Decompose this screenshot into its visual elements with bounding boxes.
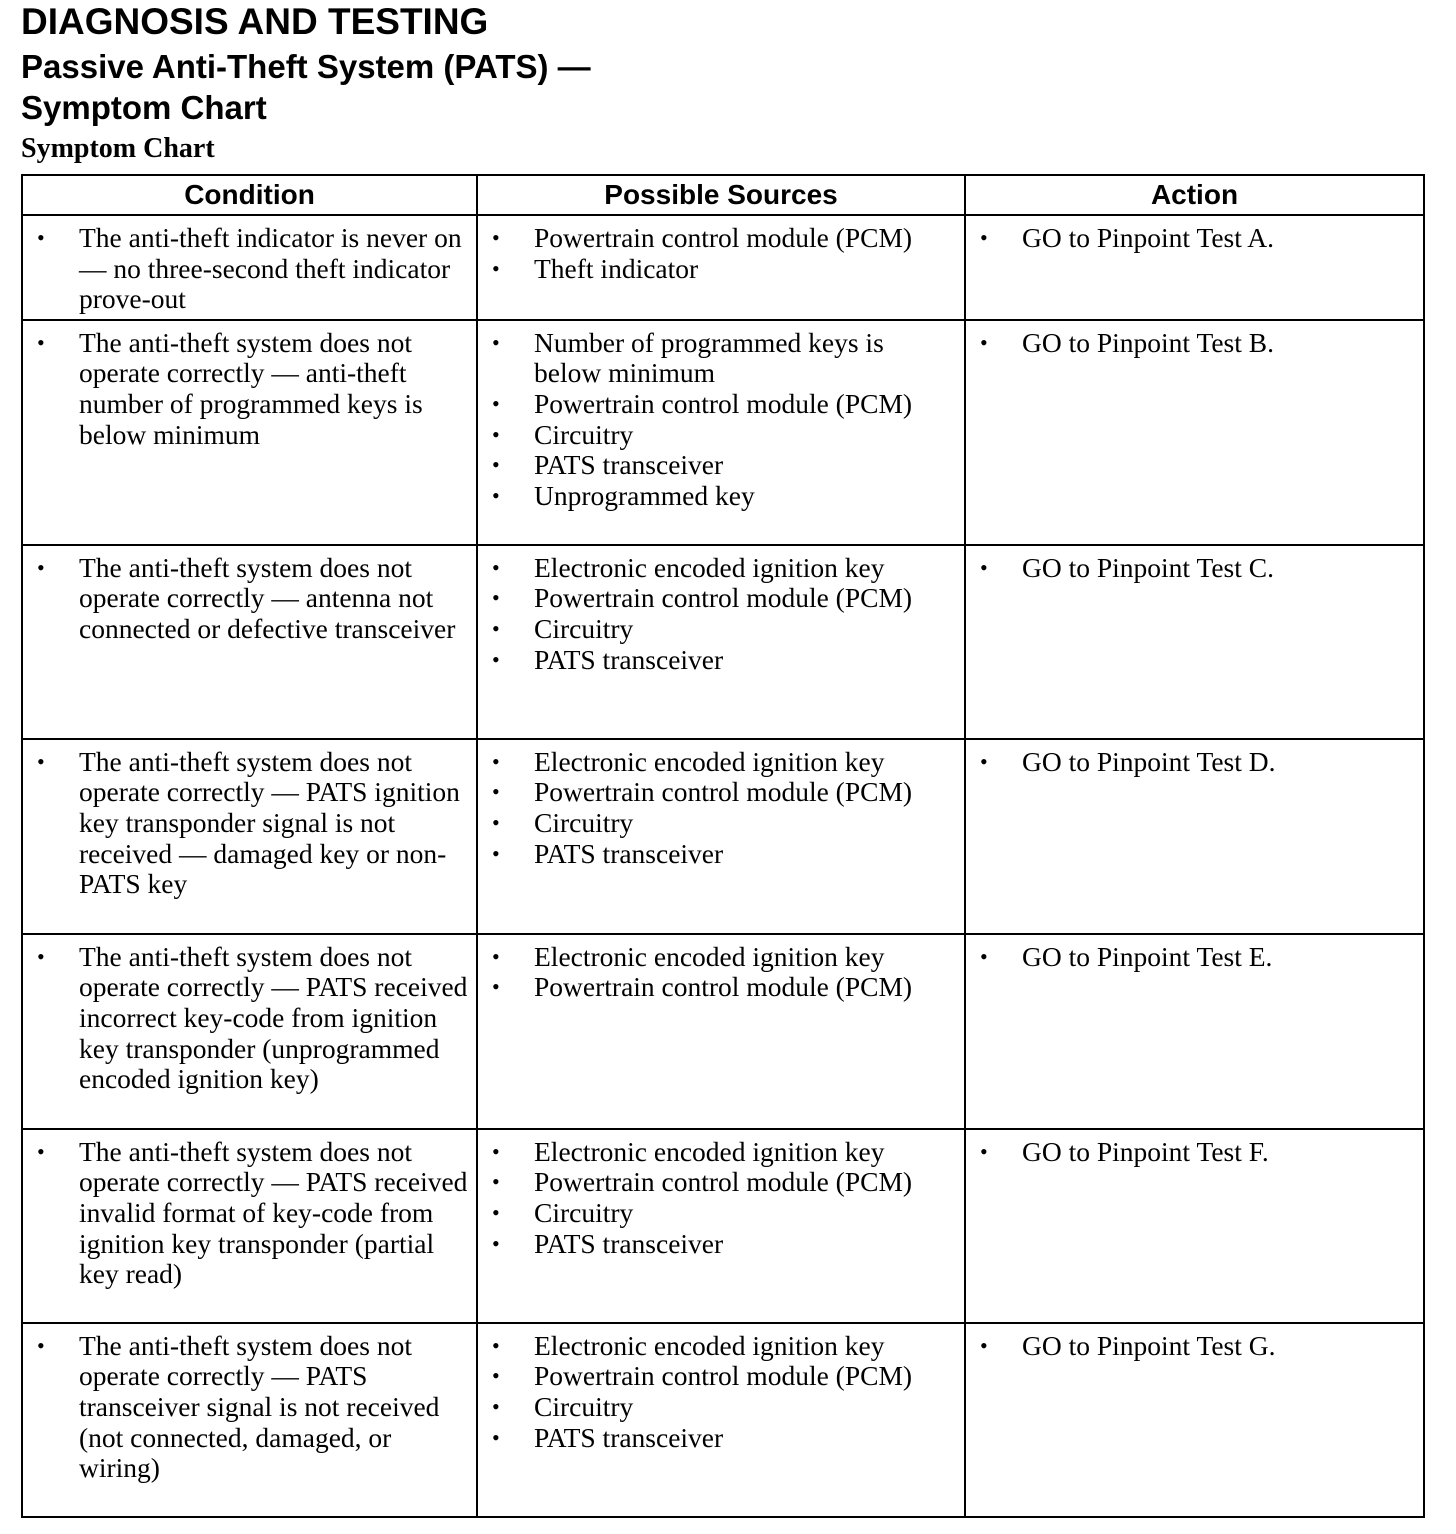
- condition-cell: [22, 215, 477, 320]
- condition-text: • The anti-theft system does not operate correctly — PATS transceiver signal is not received (not connected, damaged, or wiring): [23, 1331, 468, 1484]
- possible-source-item: • PATS transceiver: [478, 450, 956, 481]
- table-row: [22, 1323, 1424, 1517]
- condition-text: • The anti-theft system does not operate correctly — PATS ignition key transponder signal is not received — damaged key or non-PATS key: [23, 747, 468, 900]
- condition-text: • The anti-theft system does not operate correctly — antenna not connected or defective transceiver: [23, 553, 468, 645]
- action-text: • GO to Pinpoint Test F.: [966, 1137, 1415, 1168]
- page-title: [21, 46, 591, 128]
- possible-source-item: • Circuitry: [478, 1198, 956, 1229]
- condition-text: • The anti-theft system does not operate correctly — anti-theft number of programmed keys is below minimum: [23, 328, 468, 450]
- possible-sources-list: [478, 1130, 964, 1263]
- action-cell: [965, 934, 1424, 1129]
- table-row: [22, 739, 1424, 934]
- column-header-action: Action: [965, 175, 1424, 215]
- table-body: [22, 215, 1424, 1517]
- column-header-possible-sources: Possible Sources: [477, 175, 965, 215]
- possible-sources-list: [478, 321, 964, 516]
- column-header-condition: Condition: [22, 175, 477, 215]
- action-text: • GO to Pinpoint Test B.: [966, 328, 1415, 359]
- table-row: [22, 934, 1424, 1129]
- action-text: • GO to Pinpoint Test D.: [966, 747, 1415, 778]
- condition-text: • The anti-theft system does not operate correctly — PATS received incorrect key-code from ignition key transponder (unprogrammed encoded ignition key): [23, 942, 468, 1095]
- symptom-chart-table: [21, 174, 1425, 1518]
- possible-source-item: • Electronic encoded ignition key: [478, 942, 956, 973]
- action-text: • GO to Pinpoint Test A.: [966, 223, 1415, 254]
- section-heading: DIAGNOSIS AND TESTING: [21, 1, 489, 42]
- condition-list: [23, 1130, 476, 1294]
- possible-source-item: • Circuitry: [478, 614, 956, 645]
- action-cell: [965, 1323, 1424, 1517]
- possible-source-item: • Electronic encoded ignition key: [478, 553, 956, 584]
- action-list: [966, 1130, 1423, 1172]
- possible-source-item: • Electronic encoded ignition key: [478, 1331, 956, 1362]
- condition-cell: [22, 934, 477, 1129]
- action-list: [966, 935, 1423, 977]
- condition-list: [23, 935, 476, 1099]
- condition-text: • The anti-theft indicator is never on — no three-second theft indicator prove-out: [23, 223, 468, 315]
- table-header-row: [22, 175, 1424, 215]
- action-list: [966, 321, 1423, 363]
- table-caption: Symptom Chart: [21, 133, 215, 164]
- possible-sources-cell: [477, 215, 965, 320]
- table-row: [22, 1129, 1424, 1323]
- possible-source-item: • Electronic encoded ignition key: [478, 1137, 956, 1168]
- condition-cell: [22, 739, 477, 934]
- possible-source-item: • Powertrain control module (PCM): [478, 1361, 956, 1392]
- possible-source-item: • Circuitry: [478, 420, 956, 451]
- possible-source-item: • PATS transceiver: [478, 1423, 956, 1454]
- possible-source-item: • PATS transceiver: [478, 1229, 956, 1260]
- table-row: [22, 545, 1424, 739]
- table-row: [22, 215, 1424, 320]
- possible-sources-list: [478, 546, 964, 679]
- action-list: [966, 546, 1423, 588]
- possible-source-item: • Theft indicator: [478, 254, 956, 285]
- page-title-line-1: Passive Anti-Theft System (PATS) —: [21, 48, 591, 85]
- action-text: • GO to Pinpoint Test E.: [966, 942, 1415, 973]
- possible-sources-cell: [477, 1129, 965, 1323]
- possible-source-item: • PATS transceiver: [478, 645, 956, 676]
- condition-list: [23, 546, 476, 649]
- action-list: [966, 740, 1423, 782]
- possible-source-item: • Powertrain control module (PCM): [478, 223, 956, 254]
- possible-source-item: • Powertrain control module (PCM): [478, 972, 956, 1003]
- possible-source-item: • Powertrain control module (PCM): [478, 1167, 956, 1198]
- possible-sources-list: [478, 740, 964, 873]
- possible-sources-cell: [477, 1323, 965, 1517]
- condition-list: [23, 321, 476, 454]
- action-cell: [965, 739, 1424, 934]
- possible-source-item: • Powertrain control module (PCM): [478, 777, 956, 808]
- page-title-line-2: Symptom Chart: [21, 89, 267, 126]
- condition-cell: [22, 320, 477, 545]
- condition-cell: [22, 545, 477, 739]
- condition-list: [23, 216, 476, 319]
- possible-source-item: • Circuitry: [478, 1392, 956, 1423]
- action-cell: [965, 545, 1424, 739]
- action-cell: [965, 1129, 1424, 1323]
- possible-source-item: • Unprogrammed key: [478, 481, 956, 512]
- possible-sources-list: [478, 216, 964, 288]
- possible-sources-cell: [477, 320, 965, 545]
- possible-sources-cell: [477, 934, 965, 1129]
- possible-source-item: • Electronic encoded ignition key: [478, 747, 956, 778]
- possible-source-item: • PATS transceiver: [478, 839, 956, 870]
- action-cell: [965, 215, 1424, 320]
- action-list: [966, 1324, 1423, 1366]
- possible-source-item: • Powertrain control module (PCM): [478, 583, 956, 614]
- action-text: • GO to Pinpoint Test G.: [966, 1331, 1415, 1362]
- condition-list: [23, 740, 476, 904]
- condition-text: • The anti-theft system does not operate correctly — PATS received invalid format of key-code from ignition key transponder (partial key read): [23, 1137, 468, 1290]
- possible-source-item: • Circuitry: [478, 808, 956, 839]
- possible-sources-cell: [477, 739, 965, 934]
- action-list: [966, 216, 1423, 258]
- condition-cell: [22, 1323, 477, 1517]
- table-row: [22, 320, 1424, 545]
- action-cell: [965, 320, 1424, 545]
- possible-sources-list: [478, 1324, 964, 1457]
- possible-source-item: • Number of programmed keys is below minimum: [478, 328, 956, 389]
- action-text: • GO to Pinpoint Test C.: [966, 553, 1415, 584]
- condition-cell: [22, 1129, 477, 1323]
- possible-source-item: • Powertrain control module (PCM): [478, 389, 956, 420]
- possible-sources-list: [478, 935, 964, 1007]
- possible-sources-cell: [477, 545, 965, 739]
- condition-list: [23, 1324, 476, 1488]
